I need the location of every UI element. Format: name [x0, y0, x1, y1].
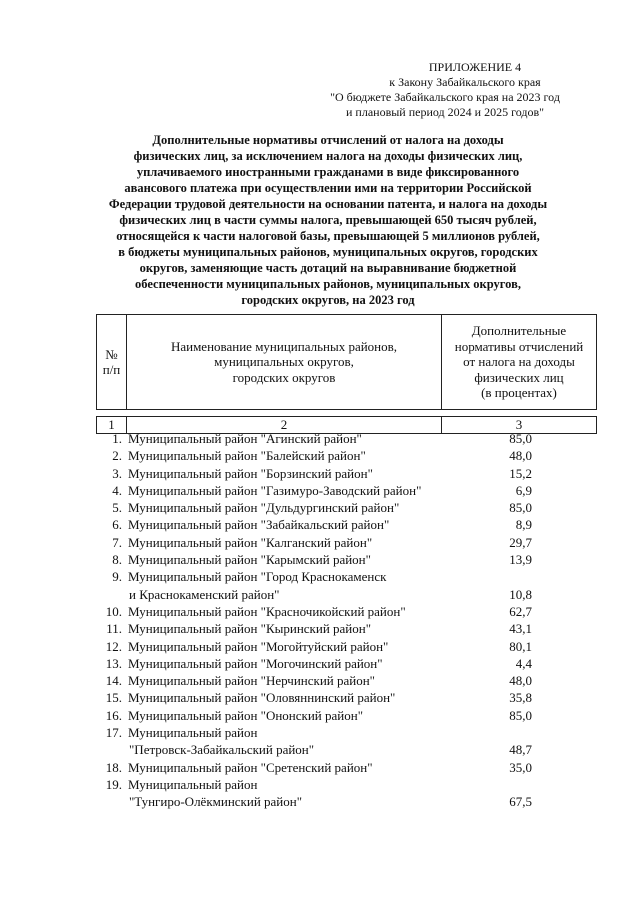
district-name	[128, 430, 458, 447]
norm-value: 80,1	[509, 638, 532, 654]
title-line: уплачиваемого иностранными гражданами в виде фиксированного	[136, 165, 520, 179]
table-row	[96, 551, 592, 568]
district-name-line: "Тунгиро-Олёкминский район"	[129, 794, 303, 810]
district-name	[128, 672, 458, 689]
row-number: 11.	[106, 621, 122, 637]
district-name-line: Муниципальный район "Кыринский район"	[128, 621, 372, 637]
header-norm-line: нормативы отчислений	[454, 338, 584, 354]
norm-value: 48,7	[509, 742, 532, 758]
norm-value: 62,7	[509, 603, 532, 619]
table-row	[96, 689, 592, 706]
district-name	[128, 707, 458, 724]
table-row	[96, 516, 592, 533]
district-name-line: Муниципальный район "Город Краснокаменск	[128, 569, 387, 585]
appendix-law-name: "О бюджете Забайкальского края на 2023 год	[330, 90, 560, 104]
district-name-line: Муниципальный район	[128, 776, 258, 792]
title-line: Федерации трудовой деятельности на основании патента, и налога на доходы	[108, 197, 548, 211]
norm-value: 35,0	[509, 759, 532, 775]
district-name-line: Муниципальный район "Сретенский район"	[128, 759, 373, 775]
title-line: физических лиц, за исключением налога на доходы физических лиц,	[133, 149, 523, 163]
norm-value: 15,2	[509, 465, 532, 481]
title-line: в бюджеты муниципальных районов, муниципальных округов, городских	[118, 245, 538, 259]
row-number: 16.	[105, 707, 122, 723]
district-name	[128, 603, 458, 620]
district-name	[128, 620, 458, 637]
row-number: 8.	[112, 552, 122, 568]
title-line: обеспеченности муниципальных районов, муниципальных округов,	[135, 277, 521, 291]
district-name	[128, 534, 458, 551]
district-name	[128, 689, 458, 706]
header-norm-line: (в процентах)	[481, 385, 557, 401]
header-name-line: городских округов	[232, 369, 336, 385]
district-name	[128, 638, 458, 655]
row-number: 17.	[105, 725, 122, 741]
title-line: физических лиц в части суммы налога, превышающей 650 тысяч рублей,	[119, 213, 537, 227]
district-name-line: "Петровск-Забайкальский район"	[129, 742, 315, 758]
appendix-law: к Закону Забайкальского края	[389, 75, 541, 89]
district-name	[128, 551, 458, 568]
district-name	[128, 465, 458, 482]
title-line: городских округов, на 2023 год	[241, 293, 415, 307]
district-name-line: Муниципальный район "Нерчинский район"	[128, 673, 375, 689]
district-name-line: Муниципальный район "Красночикойский район"	[128, 603, 406, 619]
norm-value: 4,4	[515, 655, 532, 671]
norm-value: 85,0	[509, 431, 532, 446]
district-name	[128, 724, 458, 759]
table-row	[96, 776, 592, 811]
row-number: 1.	[112, 431, 122, 446]
district-name-line: Муниципальный район "Балейский район"	[128, 448, 366, 464]
district-name-line: Муниципальный район "Могочинский район"	[128, 655, 383, 671]
header-norm-line: физических лиц	[474, 369, 564, 385]
district-name-line: Муниципальный район "Газимуро-Заводский район"	[128, 482, 422, 498]
norm-value: 48,0	[509, 448, 532, 464]
district-name-line: Муниципальный район "Карымский район"	[128, 552, 371, 568]
header-name-line: муниципальных округов,	[214, 354, 354, 370]
district-name-line: Муниципальный район "Борзинский район"	[128, 465, 373, 481]
district-name-line: и Краснокаменский район"	[129, 586, 280, 602]
norm-value: 10,8	[509, 586, 532, 602]
table-row	[96, 638, 592, 655]
header-norm	[442, 315, 597, 410]
column-number-2: 2	[127, 417, 442, 434]
header-norm-line: Дополнительные	[471, 323, 567, 339]
row-number: 10.	[105, 603, 122, 619]
header-number: № п/п	[97, 315, 127, 410]
row-number: 3.	[112, 465, 122, 481]
row-number: 4.	[112, 482, 122, 498]
norm-value: 8,9	[515, 517, 532, 533]
district-name-line: Муниципальный район "Забайкальский район"	[128, 517, 390, 533]
column-number-1: 1	[97, 417, 127, 434]
district-name-line: Муниципальный район	[128, 725, 258, 741]
document-title	[84, 132, 572, 308]
norm-value: 13,9	[509, 552, 532, 568]
norm-value: 85,0	[509, 707, 532, 723]
district-name	[128, 568, 458, 603]
norm-value: 43,1	[509, 621, 532, 637]
district-name-line: Муниципальный район "Дульдургинский район"	[128, 500, 400, 516]
row-number: 14.	[105, 673, 122, 689]
appendix-block	[310, 60, 580, 120]
district-name	[128, 447, 458, 464]
row-number: 15.	[105, 690, 122, 706]
norm-value: 67,5	[509, 794, 532, 810]
table-row	[96, 534, 592, 551]
norm-value: 48,0	[509, 673, 532, 689]
table-row	[96, 655, 592, 672]
row-number: 2.	[112, 448, 122, 464]
district-name-line: Муниципальный район "Ононский район"	[128, 707, 364, 723]
table-row	[96, 759, 592, 776]
district-name	[128, 516, 458, 533]
row-number: 18.	[105, 759, 122, 775]
table-row	[96, 499, 592, 516]
row-number: 7.	[112, 534, 122, 550]
header-norm-line: от налога на доходы	[463, 354, 575, 370]
norms-table-header	[96, 314, 597, 434]
table-row	[96, 724, 592, 759]
district-name	[128, 776, 458, 811]
title-line: округов, заменяющие часть дотаций на выравнивание бюджетной	[139, 261, 517, 275]
row-number: 5.	[112, 500, 122, 516]
header-name	[127, 315, 442, 410]
district-name	[128, 482, 458, 499]
title-line: относящейся к части налоговой базы, превышающей 5 миллионов рублей,	[116, 229, 540, 243]
title-line: Дополнительные нормативы отчислений от налога на доходы	[152, 133, 504, 147]
norm-value: 35,8	[509, 690, 532, 706]
header-name-line: Наименование муниципальных районов,	[170, 338, 398, 354]
row-number: 6.	[112, 517, 122, 533]
table-row	[96, 568, 592, 603]
table-row	[96, 430, 592, 447]
appendix-law-period: и плановый период 2024 и 2025 годов"	[345, 105, 545, 119]
district-name	[128, 655, 458, 672]
norm-value: 6,9	[515, 482, 532, 498]
table-row	[96, 707, 592, 724]
district-name	[128, 499, 458, 516]
appendix-title: ПРИЛОЖЕНИЕ 4	[428, 60, 522, 74]
district-name-line: Муниципальный район "Могойтуйский район"	[128, 638, 389, 654]
norm-value: 29,7	[509, 534, 532, 550]
title-line: авансового платежа при осуществлении ими на территории Российской	[124, 181, 532, 195]
row-number: 13.	[105, 655, 122, 671]
row-number: 19.	[105, 776, 122, 792]
norm-value: 85,0	[509, 500, 532, 516]
district-name-line: Муниципальный район "Оловяннинский район"	[128, 690, 396, 706]
table-row	[96, 465, 592, 482]
norms-table-body	[96, 430, 592, 811]
table-row	[96, 603, 592, 620]
district-name-line: Муниципальный район "Калганский район"	[128, 534, 373, 550]
table-row	[96, 672, 592, 689]
row-number: 12.	[105, 638, 122, 654]
district-name	[128, 759, 458, 776]
district-name-line: Муниципальный район "Агинский район"	[128, 431, 362, 446]
row-number: 9.	[112, 569, 122, 585]
table-row	[96, 447, 592, 464]
table-row	[96, 482, 592, 499]
column-number-3: 3	[442, 417, 597, 434]
table-row	[96, 620, 592, 637]
